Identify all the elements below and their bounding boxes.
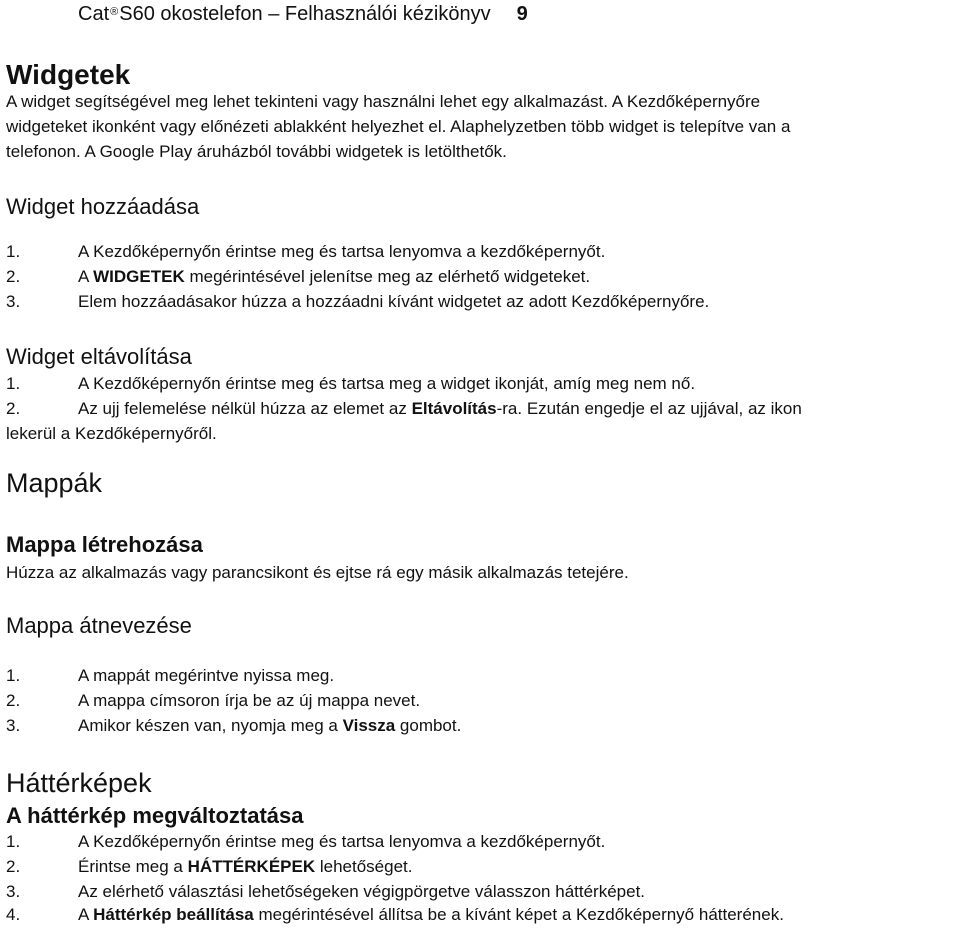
subsection-title-widget-add: Widget hozzáadása	[6, 194, 200, 219]
list-item: 1. A Kezdőképernyőn érintse meg és tartsa meg a widget ikonját, amíg meg nem nő.	[6, 374, 696, 393]
section-title-hatterkepek: Háttérképek	[6, 768, 152, 798]
list-item: 2. Az ujj felemelése nélkül húzza az elemet az Eltávolítás-ra. Ezután engedje el az ujjával, az ikon	[6, 399, 802, 418]
section-title-mappak: Mappák	[6, 468, 103, 498]
list-item: 4. A Háttérkép beállítása megérintésével állítsa be a kívánt képet a Kezdőképernyő hátterének.	[6, 905, 784, 924]
list-item: 3. Az elérhető választási lehetőségeken végigpörgetve válasszon háttérképet.	[6, 882, 646, 901]
subsection-title-folder-create: Mappa létrehozása	[6, 532, 203, 557]
intro-line: A widget segítségével meg lehet tekinteni vagy használni lehet egy alkalmazást. A Kezdőképernyőre	[6, 92, 761, 111]
list-item: 2. A WIDGETEK megérintésével jelenítse meg az elérhető widgeteket.	[6, 267, 591, 286]
list-item: 2. Érintse meg a HÁTTÉRKÉPEK lehetőséget.	[6, 857, 413, 876]
product-name: Cat	[78, 3, 110, 25]
intro-line: telefonon. A Google Play áruházból további widgetek is letölthetők.	[6, 142, 507, 161]
list-item: 1. A Kezdőképernyőn érintse meg és tartsa lenyomva a kezdőképernyőt.	[6, 242, 606, 261]
list-item: 1. A Kezdőképernyőn érintse meg és tartsa lenyomva a kezdőképernyőt.	[6, 832, 606, 851]
list-item: 3. Amikor készen van, nyomja meg a Vissza gombot.	[6, 716, 462, 735]
subsection-title-folder-rename: Mappa átnevezése	[6, 613, 192, 638]
registered-mark: ®	[110, 6, 119, 18]
subsection-title-widget-remove: Widget eltávolítása	[6, 344, 192, 369]
page-header	[78, 0, 528, 28]
subsection-title-wallpaper-change: A háttérkép megváltoztatása	[6, 803, 304, 828]
list-item: 1. A mappát megérintve nyissa meg.	[6, 666, 335, 685]
page-number: 9	[516, 3, 528, 25]
list-item: 3. Elem hozzáadásakor húzza a hozzáadni kívánt widgetet az adott Kezdőképernyőre.	[6, 292, 710, 311]
section-title-widgetek: Widgetek	[6, 59, 131, 90]
manual-title: S60 okostelefon – Felhasználói kézikönyv	[119, 3, 491, 25]
paragraph: Húzza az alkalmazás vagy parancsikont és ejtse rá egy másik alkalmazás tetejére.	[6, 563, 629, 582]
intro-line: widgeteket ikonként vagy előnézeti ablakként helyezhet el. Alaphelyzetben több widget is telepítve van a	[6, 117, 791, 136]
list-item-continuation: lekerül a Kezdőképernyőről.	[6, 424, 217, 443]
list-item: 2. A mappa címsoron írja be az új mappa nevet.	[6, 691, 421, 710]
